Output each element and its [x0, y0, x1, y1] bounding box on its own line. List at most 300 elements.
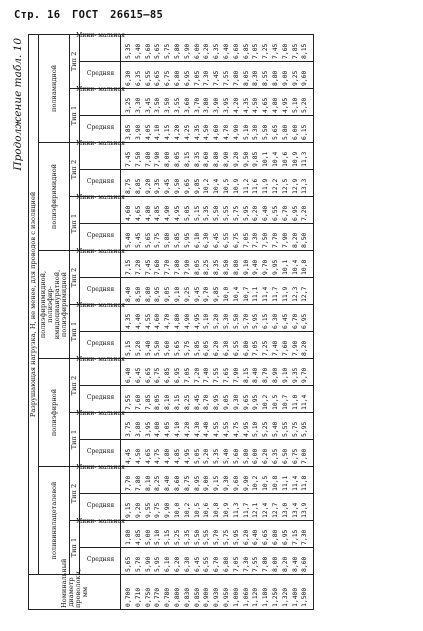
- load-cell: 6,95: [183, 62, 193, 89]
- load-cell: 7,80: [134, 467, 144, 494]
- load-cell: 9,90: [242, 467, 252, 494]
- load-cell: 6,00: [251, 440, 261, 467]
- load-cell: 4,05: [163, 413, 173, 440]
- type-header: Тип 2: [70, 34, 80, 88]
- rotated-table-block: [12, 32, 411, 610]
- load-cell: 9,45: [193, 278, 203, 305]
- load-cell: 9,30: [232, 386, 242, 413]
- load-cell: 3,55: [173, 89, 183, 116]
- load-cell: 5,80: [163, 224, 173, 251]
- load-cell: 7,60: [281, 332, 291, 359]
- load-cell: 6,95: [281, 521, 291, 548]
- load-cell: 10,2: [261, 386, 271, 413]
- load-cell: 9,90: [163, 494, 173, 521]
- load-cell: 5,95: [232, 521, 242, 548]
- load-cell: 6,75: [163, 62, 173, 89]
- table-row: [212, 34, 222, 609]
- load-cell: 11,4: [261, 278, 271, 305]
- load-cell: 5,85: [173, 224, 183, 251]
- load-cell: 4,00: [153, 413, 163, 440]
- load-cell: 8,10: [163, 386, 173, 413]
- load-cell: 5,35: [121, 34, 134, 61]
- load-cell: 11,1: [281, 467, 291, 494]
- load-cell: 9,05: [222, 386, 232, 413]
- group-header: полиамидной: [39, 34, 70, 142]
- load-cell: 8,75: [183, 467, 193, 494]
- load-cell: 7,70: [121, 467, 134, 494]
- load-cell: 6,20: [251, 197, 261, 224]
- load-cell: 4,70: [163, 305, 173, 332]
- load-cell: 5,30: [251, 116, 261, 143]
- load-cell: 11,6: [251, 170, 261, 197]
- load-cell: 3,90: [212, 89, 222, 116]
- group-header: полиэфиримидной, полиэфир-имидоциануратной, полиэфиримидной: [39, 251, 70, 359]
- load-cell: 8,10: [144, 467, 154, 494]
- load-cell: 5,80: [173, 34, 183, 61]
- load-cell: 4,30: [193, 413, 203, 440]
- load-cell: 6,30: [121, 62, 134, 89]
- load-cell: 5,50: [212, 197, 222, 224]
- load-cell: 9,00: [202, 467, 212, 494]
- load-cell: 5,50: [153, 332, 163, 359]
- load-cell: 4,85: [153, 197, 163, 224]
- load-cell: 10,2: [183, 494, 193, 521]
- diameter-cell: 0,710: [134, 575, 144, 610]
- subheader-label: Средняя: [86, 555, 114, 563]
- load-cell: 6,40: [121, 359, 134, 386]
- minimum-header: [75, 86, 125, 116]
- load-cell: 7,05: [193, 62, 203, 89]
- load-cell: 4,95: [281, 89, 291, 116]
- diameter-cell: 1,060: [242, 575, 252, 610]
- load-cell: 6,70: [281, 197, 291, 224]
- load-cell: 5,35: [183, 521, 193, 548]
- diameter-cell: 0,900: [202, 575, 212, 610]
- load-cell: 4,60: [121, 197, 134, 224]
- average-header: [80, 386, 121, 413]
- load-cell: 7,55: [251, 548, 261, 575]
- load-cell: 4,95: [193, 305, 203, 332]
- load-cell: 12,7: [300, 278, 313, 305]
- load-cell: 5,85: [193, 332, 203, 359]
- load-cell: 6,55: [144, 62, 154, 89]
- load-cell: 4,80: [163, 440, 173, 467]
- load-cell: 7,05: [251, 34, 261, 61]
- load-cell: 6,70: [212, 548, 222, 575]
- load-cell: 6,65: [261, 521, 271, 548]
- load-cell: 5,50: [261, 116, 271, 143]
- load-cell: 4,90: [232, 116, 242, 143]
- load-cell: 3,70: [193, 89, 203, 116]
- load-cell: 13,3: [300, 170, 313, 197]
- load-cell: 5,50: [193, 521, 203, 548]
- load-cell: 6,10: [163, 548, 173, 575]
- load-cell: 8,80: [271, 62, 281, 89]
- load-cell: 12,2: [271, 170, 281, 197]
- load-cell: 7,05: [242, 224, 252, 251]
- load-cell: 5,65: [271, 116, 281, 143]
- load-cell: 5,45: [134, 224, 144, 251]
- load-cell: 9,65: [183, 170, 193, 197]
- load-cell: 4,80: [144, 197, 154, 224]
- load-cell: 7,70: [163, 251, 173, 278]
- load-cell: 4,85: [134, 521, 144, 548]
- type-header: Тип 2: [70, 251, 80, 305]
- diameter-cell: 1,320: [281, 575, 291, 610]
- load-cell: 4,80: [173, 305, 183, 332]
- load-cell: 7,20: [300, 197, 313, 224]
- load-cell: 6,50: [281, 440, 291, 467]
- load-cell: 4,65: [144, 440, 154, 467]
- table-row: [242, 34, 252, 609]
- diameter-cell: 0,780: [163, 575, 173, 610]
- load-cell: 8,15: [242, 359, 252, 386]
- load-cell: 9,40: [251, 251, 261, 278]
- load-cell: 9,55: [144, 494, 154, 521]
- load-cell: 7,05: [232, 548, 242, 575]
- load-cell: 4,35: [193, 116, 203, 143]
- subheader-label: Мини- мальная: [75, 32, 125, 40]
- type-header: Тип 1: [70, 521, 80, 575]
- load-cell: 6,55: [202, 548, 212, 575]
- load-cell: 8,90: [271, 359, 281, 386]
- subheader-label: Мини- мальная: [75, 140, 125, 148]
- load-cell: 8,35: [193, 143, 203, 170]
- load-cell: 3,80: [202, 89, 212, 116]
- load-cell: 6,85: [163, 359, 173, 386]
- minimum-header: [75, 302, 125, 332]
- load-cell: 8,95: [193, 467, 203, 494]
- load-cell: 9,10: [281, 359, 291, 386]
- load-cell: 4,10: [173, 413, 183, 440]
- load-cell: 3,45: [144, 89, 154, 116]
- load-cell: 5,05: [193, 440, 203, 467]
- load-cell: 5,40: [222, 440, 232, 467]
- load-cell: 6,30: [271, 305, 281, 332]
- load-cell: 8,20: [281, 548, 291, 575]
- load-cell: 8,15: [173, 386, 183, 413]
- load-cell: 5,65: [153, 34, 163, 61]
- load-cell: 4,70: [222, 116, 232, 143]
- load-cell: 8,80: [144, 278, 154, 305]
- load-cell: 8,60: [173, 467, 183, 494]
- load-cell: 5,20: [202, 440, 212, 467]
- load-cell: 12,9: [291, 170, 301, 197]
- average-header: [80, 440, 121, 467]
- load-cell: 5,10: [153, 521, 163, 548]
- load-cell: 6,75: [291, 440, 301, 467]
- subheader-label: Средняя: [86, 339, 114, 347]
- load-cell: 5,10: [291, 89, 301, 116]
- load-cell: 4,60: [212, 116, 222, 143]
- load-cell: 4,20: [232, 89, 242, 116]
- load-cell: 10,7: [242, 278, 252, 305]
- diameter-cell: 1,400: [291, 575, 301, 610]
- load-cell: 4,60: [153, 305, 163, 332]
- load-cell: 5,20: [134, 332, 144, 359]
- load-cell: 5,70: [212, 521, 222, 548]
- load-cell: 7,50: [261, 224, 271, 251]
- load-cell: 5,95: [251, 305, 261, 332]
- table-row: [271, 34, 281, 609]
- load-cell: 4,45: [121, 440, 134, 467]
- subheader-label: Средняя: [86, 393, 114, 401]
- load-cell: 9,50: [242, 143, 252, 170]
- load-cell: 6,20: [261, 440, 271, 467]
- load-cell: 6,55: [271, 197, 281, 224]
- load-cell: 9,10: [173, 278, 183, 305]
- load-cell: 11,8: [300, 467, 313, 494]
- load-cell: 7,90: [281, 224, 291, 251]
- load-cell: 8,15: [300, 34, 313, 61]
- load-cell: 7,25: [261, 34, 271, 61]
- load-cell: 4,40: [202, 413, 212, 440]
- load-cell: 11,4: [291, 467, 301, 494]
- load-cell: 5,35: [212, 440, 222, 467]
- load-cell: 4,15: [163, 116, 173, 143]
- load-cell: 10,9: [291, 143, 301, 170]
- minimum-header: [75, 464, 125, 494]
- minimum-header: [75, 518, 125, 548]
- table-row: [281, 34, 291, 609]
- load-cell: 8,95: [212, 386, 222, 413]
- load-cell: 8,05: [242, 62, 252, 89]
- load-cell: 8,20: [300, 332, 313, 359]
- main-header: Разрушающая нагрузка, Н, не менее, для проводов с изоляцией: [29, 34, 39, 574]
- load-cell: 6,10: [193, 224, 203, 251]
- subheader-label: Средняя: [86, 69, 114, 77]
- load-cell: 5,95: [300, 413, 313, 440]
- standard-label: ГОСТ: [71, 9, 99, 21]
- load-cell: 6,80: [242, 332, 252, 359]
- subheader-label: Средняя: [86, 123, 114, 131]
- load-cell: 8,45: [193, 386, 203, 413]
- load-cell: 5,60: [232, 440, 242, 467]
- load-cell: 5,30: [222, 305, 232, 332]
- load-cell: 7,90: [153, 143, 163, 170]
- load-cell: 4,50: [251, 89, 261, 116]
- load-cell: 4,95: [242, 413, 252, 440]
- load-cell: 9,35: [153, 170, 163, 197]
- load-cell: 4,20: [183, 413, 193, 440]
- load-cell: 10,1: [261, 143, 271, 170]
- load-cell: 3,95: [144, 413, 154, 440]
- load-cell: 7,80: [232, 62, 242, 89]
- load-cell: 9,70: [300, 359, 313, 386]
- load-cell: 6,20: [173, 548, 183, 575]
- table-row: [183, 34, 193, 609]
- load-cell: 5,70: [242, 305, 252, 332]
- standard-number: 26615—85: [110, 9, 164, 21]
- continuation-caption: Продолжение табл. 10: [12, 38, 24, 171]
- load-cell: 7,50: [134, 143, 144, 170]
- load-cell: 10,7: [281, 386, 291, 413]
- diameter-cell: 0,750: [144, 575, 154, 610]
- load-cell: 6,95: [300, 305, 313, 332]
- load-cell: 9,05: [163, 278, 173, 305]
- load-cell: 8,50: [134, 278, 144, 305]
- load-cell: 7,45: [212, 62, 222, 89]
- load-cell: 6,35: [134, 62, 144, 89]
- load-cell: 8,05: [153, 386, 163, 413]
- load-cell: 6,30: [183, 548, 193, 575]
- load-cell: 11,0: [291, 386, 301, 413]
- load-cell: 1,80: [121, 521, 134, 548]
- subheader-label: Средняя: [86, 501, 114, 509]
- diameter-cell: 0,950: [222, 575, 232, 610]
- load-cell: 7,30: [300, 521, 313, 548]
- load-cell: 8,00: [271, 548, 281, 575]
- load-cell: 7,55: [212, 359, 222, 386]
- load-cell: 8,40: [251, 359, 261, 386]
- load-cell: 4,90: [163, 197, 173, 224]
- load-cell: 7,45: [271, 34, 281, 61]
- load-cell: 7,80: [173, 251, 183, 278]
- table-row: [163, 34, 173, 609]
- load-cell: 6,65: [153, 62, 163, 89]
- load-cell: 5,05: [183, 197, 193, 224]
- load-cell: 6,85: [242, 34, 252, 61]
- load-cell: 9,95: [251, 386, 261, 413]
- load-cell: 4,55: [222, 413, 232, 440]
- load-cell: 5,90: [144, 548, 154, 575]
- table-row: [232, 34, 242, 609]
- diameter-cell: 1,180: [261, 575, 271, 610]
- diameter-cell: 1,250: [271, 575, 281, 610]
- load-cell: 5,65: [173, 332, 183, 359]
- subheader-label: Мини- мальная: [75, 410, 125, 418]
- load-cell: 6,20: [242, 521, 252, 548]
- load-cell: 5,10: [251, 413, 261, 440]
- load-cell: 5,20: [212, 305, 222, 332]
- load-cell: 5,40: [121, 224, 134, 251]
- load-cell: 7,00: [300, 440, 313, 467]
- load-cell: 12,5: [281, 170, 291, 197]
- load-cell: 9,20: [134, 494, 144, 521]
- load-cell: 5,75: [232, 197, 242, 224]
- load-cell: 8,25: [202, 251, 212, 278]
- load-cell: 6,55: [232, 332, 242, 359]
- load-cell: 5,10: [202, 305, 212, 332]
- load-cell: 7,85: [291, 34, 301, 61]
- load-cell: 5,95: [153, 548, 163, 575]
- load-cell: 11,4: [300, 386, 313, 413]
- load-cell: 8,75: [121, 170, 134, 197]
- load-cell: 9,35: [291, 359, 301, 386]
- load-cell: 10,8: [212, 494, 222, 521]
- load-cell: 8,35: [212, 251, 222, 278]
- load-cell: 9,85: [193, 170, 203, 197]
- load-cell: 9,60: [232, 467, 242, 494]
- breaking-load-table: [28, 34, 314, 610]
- load-cell: 8,90: [222, 143, 232, 170]
- average-header: [80, 116, 121, 143]
- load-cell: 4,80: [271, 89, 281, 116]
- load-cell: 8,25: [153, 467, 163, 494]
- load-cell: 10,2: [202, 170, 212, 197]
- load-cell: 5,60: [163, 332, 173, 359]
- load-cell: 13,0: [281, 494, 291, 521]
- table-row: [193, 34, 203, 609]
- load-cell: 7,25: [261, 332, 271, 359]
- load-cell: 6,95: [291, 197, 301, 224]
- load-cell: 10,0: [222, 278, 232, 305]
- load-cell: 8,05: [173, 143, 183, 170]
- load-cell: 7,20: [134, 251, 144, 278]
- type-header: Тип 1: [70, 89, 80, 143]
- load-cell: 5,40: [144, 332, 154, 359]
- load-cell: 3,75: [121, 413, 134, 440]
- load-cell: 5,15: [193, 197, 203, 224]
- table-row: [202, 34, 212, 609]
- load-cell: 9,95: [271, 251, 281, 278]
- diameter-cell: 0,850: [193, 575, 203, 610]
- load-cell: 7,45: [144, 251, 154, 278]
- load-cell: 6,30: [222, 332, 232, 359]
- load-cell: 7,60: [134, 386, 144, 413]
- load-cell: 4,90: [183, 305, 193, 332]
- load-cell: 4,35: [121, 305, 134, 332]
- load-cell: 8,85: [134, 170, 144, 197]
- load-cell: 6,40: [261, 197, 271, 224]
- load-cell: 11,3: [232, 494, 242, 521]
- load-cell: 11,9: [281, 278, 291, 305]
- minimum-header: [75, 140, 125, 170]
- average-header: [80, 170, 121, 197]
- average-header: [80, 62, 121, 89]
- load-cell: 6,20: [202, 34, 212, 61]
- load-cell: 10,5: [261, 467, 271, 494]
- load-cell: 10,9: [232, 170, 242, 197]
- load-cell: 7,80: [261, 548, 271, 575]
- load-cell: 6,20: [212, 332, 222, 359]
- load-cell: 9,85: [212, 278, 222, 305]
- load-cell: 12,4: [261, 494, 271, 521]
- minimum-header: [75, 356, 125, 386]
- load-cell: 8,40: [121, 278, 134, 305]
- load-cell: 9,15: [212, 467, 222, 494]
- load-cell: 8,50: [300, 224, 313, 251]
- diameter-cell: 0,930: [212, 575, 222, 610]
- load-cell: 10,6: [281, 143, 291, 170]
- load-cell: 5,15: [163, 521, 173, 548]
- load-cell: 9,70: [202, 278, 212, 305]
- load-cell: 6,00: [193, 34, 203, 61]
- load-cell: 7,40: [202, 359, 212, 386]
- load-cell: 4,65: [134, 197, 144, 224]
- load-cell: 12,7: [271, 494, 281, 521]
- minimum-header: [75, 248, 125, 278]
- load-cell: 6,95: [173, 359, 183, 386]
- load-cell: 9,45: [163, 170, 173, 197]
- load-cell: 8,60: [202, 143, 212, 170]
- load-cell: 10,4: [212, 170, 222, 197]
- average-header: [80, 332, 121, 359]
- load-cell: 11,7: [271, 278, 281, 305]
- load-cell: 4,85: [173, 440, 183, 467]
- load-cell: 13,9: [300, 494, 313, 521]
- load-cell: 4,05: [144, 116, 154, 143]
- average-header: [80, 278, 121, 305]
- load-cell: 7,05: [183, 359, 193, 386]
- load-cell: 10,6: [202, 494, 212, 521]
- load-cell: 9,10: [242, 251, 252, 278]
- load-cell: 10,8: [271, 467, 281, 494]
- load-cell: 7,40: [271, 332, 281, 359]
- type-header: Тип 2: [70, 359, 80, 413]
- load-cell: 8,95: [153, 278, 163, 305]
- load-cell: 7,20: [193, 359, 203, 386]
